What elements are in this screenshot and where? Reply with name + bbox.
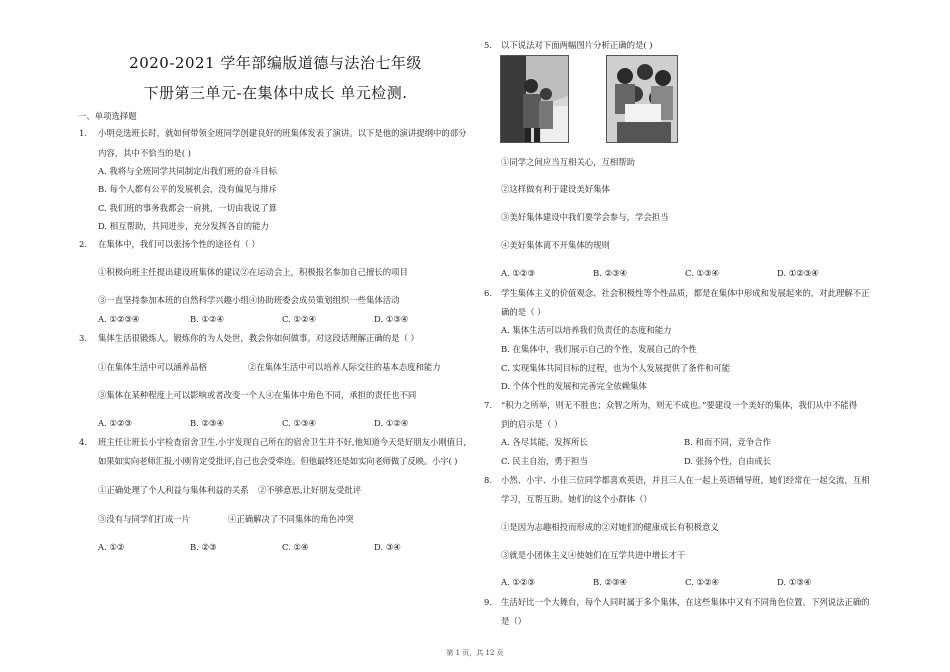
q8-stem-cont: 学习，互帮互助。她们的这个小群体（） [501, 494, 652, 504]
q3-number: 3. [79, 333, 87, 343]
q4-options [98, 542, 478, 552]
photo-students-helping [500, 55, 569, 143]
q8-stem: 小然、小宇、小佳三位同学都喜欢英语，并且三人在一起上英语辅导班，她们经常在一起交流，互相 [501, 475, 870, 485]
q2-option-c[interactable]: C. ①②④ [282, 314, 316, 324]
q3-option-d[interactable]: D. ①②④ [374, 418, 409, 428]
q3-statement-3: ③集体在某种程度上可以影响或者改变一个人④在集体中角色不同，承担的责任也不同 [98, 390, 417, 400]
q2-option-b[interactable]: B. ①②④ [190, 314, 225, 324]
q5-options [501, 268, 881, 278]
q4-option-d[interactable]: D. ③④ [374, 542, 401, 552]
q6-option-b[interactable]: B. 在集体中，我们展示自己的个性，发展自己的个性 [501, 344, 697, 354]
q3-option-b[interactable]: B. ②③④ [190, 418, 225, 428]
q8-options [501, 577, 881, 587]
q5-number: 5. [484, 40, 492, 50]
photo-students-reading [606, 55, 678, 143]
q7-option-a[interactable]: A. 各尽其能，发挥所长 [501, 437, 588, 447]
q1-option-b[interactable]: B. 每个人都有公平的发展机会，没有偏见与排斥 [98, 184, 277, 194]
q6-option-a[interactable]: A. 集体生活可以培养我们负责任的态度和能力 [501, 325, 672, 335]
q2-stem: 在集体中，我们可以张扬个性的途径有（ ） [98, 239, 260, 249]
q1-option-d[interactable]: D. 相互帮助，共同进步，充分发挥各自的能力 [98, 221, 269, 231]
q2-statement-1: ①积极向班主任提出建设班集体的建议②在运动会上，积极报名参加自己擅长的项目 [98, 267, 408, 277]
q5-statement-4: ④美好集体离不开集体的规则 [501, 240, 610, 250]
q8-option-b[interactable]: B. ②③④ [593, 577, 628, 587]
q5-option-d[interactable]: D. ①②③④ [777, 268, 819, 278]
q7-number: 7. [484, 400, 492, 410]
q4-stem: 班主任让班长小宇检查宿舍卫生.小宇发现自己所在的宿舍卫生并不好,他知道今天是好朋友小刚值日, [98, 437, 467, 447]
q2-options [98, 314, 478, 324]
q8-number: 8. [484, 475, 492, 485]
q8-statement-1: ①是因为志趣相投而形成的②对她们的健康成长有积极意义 [501, 522, 719, 532]
q5-statement-1: ①同学之间应当互相关心，互相帮助 [501, 157, 635, 167]
q6-number: 6. [484, 288, 492, 298]
q4-stem-cont: 如果如实向老师汇报,小刚肯定受批评,自己也会受牵连。但他最终还是如实向老师做了反映。小宇( ) [98, 456, 458, 466]
q8-option-a[interactable]: A. ①②③ [501, 577, 535, 587]
q4-option-a[interactable]: A. ①② [98, 542, 125, 552]
q9-stem: 生活好比一个大舞台，每个人同时属于多个集体，在这些集体中又有不同角色位置。下列说法正确的 [501, 597, 870, 607]
q4-statement-3: ③没有与同学们打成一片 [98, 514, 191, 524]
q3-option-a[interactable]: A. ①②③ [98, 418, 132, 428]
q1-number: 1. [79, 128, 87, 138]
q8-option-d[interactable]: D. ①③④ [777, 577, 812, 587]
page-footer: 第 1 页，共 12 页 [446, 649, 504, 657]
q1-stem: 小明竞选班长时，就如何带领全班同学创建良好的班集体发表了演讲。以下是他的演讲提纲中的部分 [98, 128, 467, 138]
q2-option-a[interactable]: A. ①②③④ [98, 314, 140, 324]
q7-option-d[interactable]: D. 张扬个性，自由成长 [684, 456, 772, 466]
q9-stem-cont: 是（） [501, 616, 527, 626]
q4-statement-1: ①正确处理了个人利益与集体利益的关系 [98, 485, 249, 495]
q5-option-b[interactable]: B. ②③④ [593, 268, 628, 278]
q5-statement-2: ②这样做有利于建设美好集体 [501, 184, 610, 194]
q4-number: 4. [79, 437, 87, 447]
q5-option-c[interactable]: C. ①③④ [685, 268, 719, 278]
q4-option-c[interactable]: C. ①④ [282, 542, 309, 552]
q2-number: 2. [79, 239, 87, 249]
q2-statement-2: ③一直坚持参加本班的自然科学兴趣小组④协助班委会成员策划组织一些集体活动 [98, 295, 400, 305]
q5-option-a[interactable]: A. ①②③ [501, 268, 535, 278]
q3-option-c[interactable]: C. ①③④ [282, 418, 316, 428]
q6-stem: 学生集体主义的价值观念、社会积极性等个性品质，都是在集体中形成和发展起来的，对此理解不正 [501, 288, 870, 298]
q8-statement-2: ③就是小团体主义④使她们在互学共进中增长才干 [501, 550, 686, 560]
doc-title-line1: 2020-2021 学年部编版道德与法治七年级 [129, 54, 422, 72]
q3-stem: 集体生活很锻炼人。锻炼你的为人处世，教会你如何做事。对这段话理解正确的是（ ） [98, 333, 419, 343]
q2-option-d[interactable]: D. ①③④ [374, 314, 409, 324]
q3-statement-1: ①在集体生活中可以涵养品格 [98, 362, 207, 372]
q6-option-d[interactable]: D. 个体个性的发展和完善完全依赖集体 [501, 381, 647, 391]
q3-options [98, 418, 478, 428]
q7-stem: “积力之所举，则无不胜也；众智之所为，则无不成也。”要建设一个美好的集体，我们从中不能得 [501, 400, 858, 410]
q5-statement-3: ③美好集体建设中我们要学会参与，学会担当 [501, 212, 669, 222]
q4-option-b[interactable]: B. ②③ [190, 542, 217, 552]
q8-option-c[interactable]: C. ①②④ [685, 577, 719, 587]
q6-stem-cont: 确的是（ ） [501, 307, 546, 317]
q1-option-c[interactable]: C. 我们班的事务我都会一肩挑，一切由我说了算 [98, 203, 277, 213]
q1-option-a[interactable]: A. 我将与全班同学共同制定出我们班的奋斗目标 [98, 166, 277, 176]
q7-stem-cont: 到的启示是（ ） [501, 419, 563, 429]
doc-title-line2: 下册第三单元-在集体中成长 单元检测. [143, 84, 408, 102]
q6-option-c[interactable]: C. 实现集体共同目标的过程，也为个人发展提供了条件和可能 [501, 363, 731, 373]
section-heading: 一、单项选择题 [78, 111, 137, 121]
q1-stem-cont: 内容，其中不恰当的是( ) [98, 148, 191, 158]
q4-statement-2: ②不够意思,让好朋友受批评 [258, 485, 362, 495]
q5-stem: 以下说法对下面两幅图片分析正确的是( ) [501, 40, 653, 50]
q7-option-b[interactable]: B. 和而不同，竞争合作 [684, 437, 771, 447]
q9-number: 9. [484, 597, 492, 607]
q3-statement-2: ②在集体生活中可以培养人际交往的基本态度和能力 [248, 362, 441, 372]
q4-statement-4: ④正确解决了不同集体的角色冲突 [228, 514, 354, 524]
q7-option-c[interactable]: C. 民主自治，勇于担当 [501, 456, 588, 466]
